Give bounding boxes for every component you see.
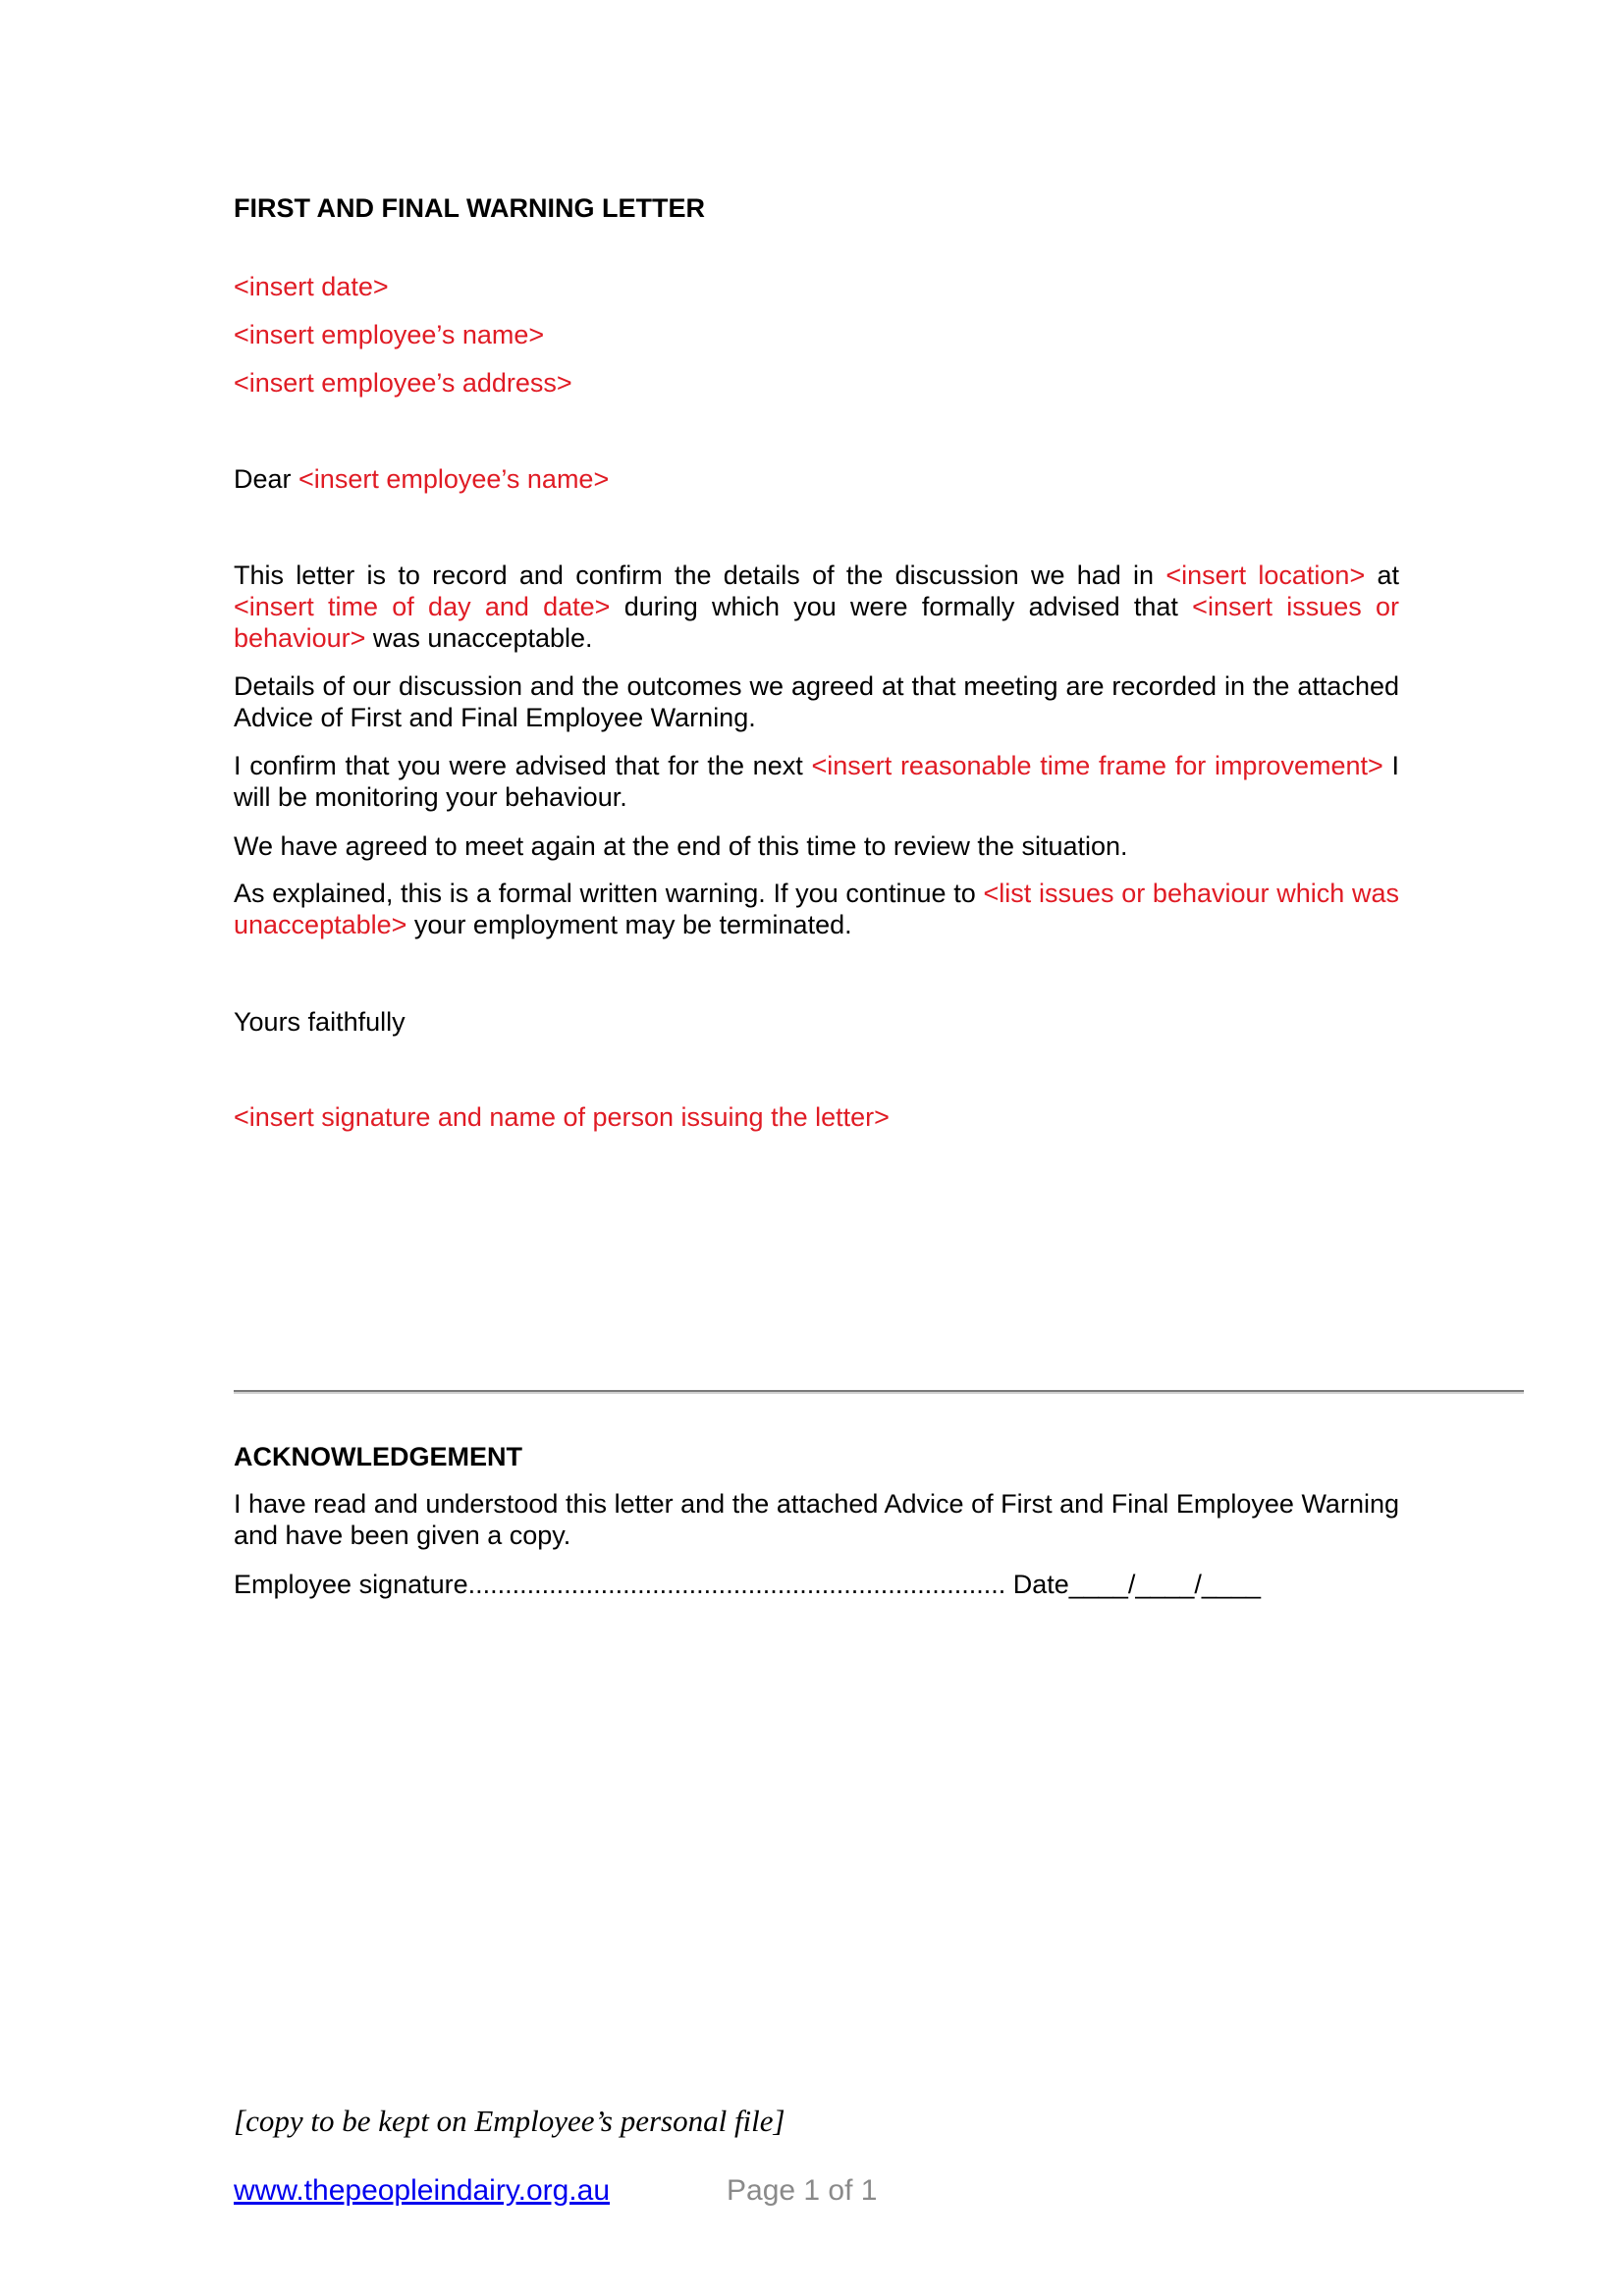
- date-line: Date____/____/____: [1012, 1570, 1261, 1599]
- paragraph-details: [234, 670, 1399, 733]
- paragraph-formal-warning: [234, 878, 1399, 940]
- p5-text-1: As explained, this is a formal written warning. If you continue to: [234, 879, 984, 908]
- letter-title: FIRST AND FINAL WARNING LETTER: [234, 193, 705, 223]
- employee-signature-line: Employee signature.........................................................................: [234, 1570, 1006, 1599]
- location-placeholder: <insert location>: [1165, 561, 1366, 590]
- p4-text: We have agreed to meet again at the end of this time to review the situation.: [234, 831, 1128, 861]
- p3-text-2: I will be monitoring your behaviour.: [234, 751, 1399, 812]
- paragraph-monitoring: [234, 750, 1399, 813]
- acknowledgement-heading: ACKNOWLEDGEMENT: [234, 1442, 522, 1471]
- signature-date-line: [234, 1569, 1261, 1600]
- p1-text-1: This letter is to record and confirm the details of the discussion we had in: [234, 561, 1166, 590]
- p3-text-1: I confirm that you were advised that for the next: [234, 751, 812, 780]
- website-link[interactable]: www.thepeopleindairy.org.au: [234, 2174, 611, 2207]
- file-copy-note: [copy to be kept on Employee’s personal file]: [234, 2104, 785, 2138]
- issues-list-placeholder: <list issues or behaviour which was unacceptable>: [234, 879, 1399, 939]
- issues-placeholder: <insert issues or behaviour>: [234, 592, 1399, 653]
- acknowledgement-paragraph: [234, 1488, 1399, 1551]
- p1-text-2: at: [1365, 561, 1399, 590]
- time-date-placeholder: <insert time of day and date>: [234, 592, 611, 621]
- time-frame-placeholder: <insert reasonable time frame for improvement>: [811, 751, 1383, 780]
- salutation: [234, 463, 609, 495]
- p1-text-4: was unacceptable.: [365, 623, 593, 653]
- section-divider: [234, 1390, 1524, 1392]
- signature-placeholder: <insert signature and name of person issuing the letter>: [234, 1102, 890, 1132]
- salutation-name-placeholder: <insert employee’s name>: [298, 464, 610, 494]
- acknowledgement-text: I have read and understood this letter and the attached Advice of First and Final Employee Warning and have been given a copy.: [234, 1489, 1399, 1550]
- p5-text-2: your employment may be terminated.: [406, 910, 852, 939]
- p2-text: Details of our discussion and the outcomes we agreed at that meeting are recorded in the attached Advice of First and Final Employee Warning.: [234, 671, 1399, 732]
- page-number: Page 1 of 1: [727, 2174, 878, 2207]
- employee-address-placeholder: <insert employee’s address>: [234, 368, 572, 398]
- employee-name-placeholder: <insert employee’s name>: [234, 320, 545, 349]
- date-placeholder: <insert date>: [234, 272, 389, 301]
- salutation-text: Dear: [234, 464, 299, 494]
- closing: Yours faithfully: [234, 1007, 406, 1037]
- paragraph-discussion: [234, 560, 1399, 654]
- p1-text-3: during which you were formally advised that: [610, 592, 1193, 621]
- paragraph-meeting: [234, 830, 1399, 862]
